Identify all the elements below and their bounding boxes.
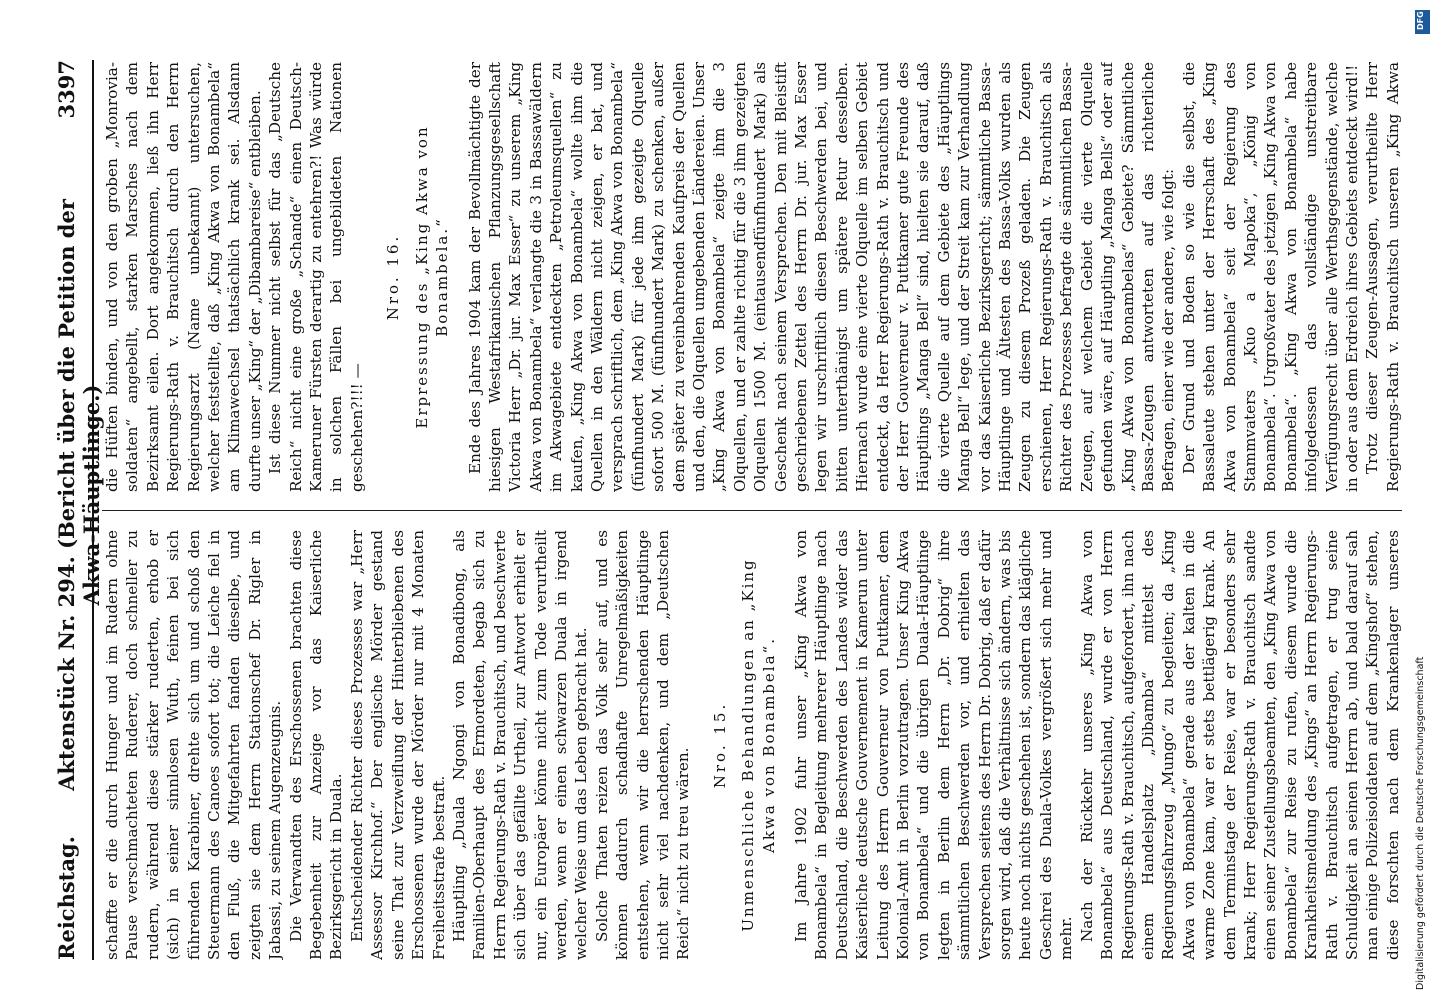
text-column-left	[102, 530, 1402, 960]
section-number: Nro. 15.	[710, 701, 729, 789]
paragraph: Ende des Jahres 1904 kam der Bevollmächtigte der hiesigen Westafrikanischen Pflanzungsgesellschaft Victoria Herr „Dr. jur. Max Esser“ zu unserem „King Akwa von Bonambela“ verlangte die 3 in Bassawäldern im Akwagebiete entdeckten „Petroleumsquellen“ zu kaufen, „King Akwa von Bonambela“ wollte ihm die Quellen in den Wäldern nicht zeigen, er bat, und versprach schriftlich, dem „King Akwa von Bonambela“ (fünfhundert Mark) für jede ihm gezeigte Olquelle sofort 500 M. (fünfhundert Mark) zu schenken, außer dem später zu vereinbahrenden Kaufpreis der Quellen und den, die Olquellen umgebenden Ländereien. Unser „King Akwa von Bonambela“ zeigte ihm die 3 Olquellen, und er zahlte richtig für die 3 ihm gezeigten Olquellen 1500 M. (eintausendfünfhundert Mark) als Geschenk nach seinem Versprechen. Den mit Bleistift geschriebenen Zettel des Herrn Dr. jur. Max Esser legen wir urschriftlich diesen Beschwerden bei, und bitten unterthänigst um spätere Retur desselben. Hiernach wurde eine vierte Olquelle im selben Gebiet entdeckt, da Herr Regierungs-Rath v. Brauchitsch und der Herr Gouverneur v. Puttkamer gute Freunde des Häuptlings „Manga Bell“ sind, hielten sie darauf, daß die vierte Quelle auf dem Gebiete des „Häuptlings Manga Bell“ lege, und der Streit kam zur Verhandlung vor das Kaiserliche Bezirksgericht; sämmtliche Bassa-Häuptlinge und Ältesten des Bassa-Volks wurden als Zeugen zu diesem Prozeß geladen. Die Zeugen erschienen, Herr Regierungs-Rath v. Brauchitsch als Richter des Prozesses befragte die sämmtlichen Bassa-Zeugen, auf welchem Gebiet die vierte Olquelle gefunden wäre, auf Häuptling „Manga Bells“ oder auf „King Akwa von Bonambelas“ Gebiete? Sämmtliche Bassa-Zeugen antworteten auf das richterliche Befragen, einer wie der andere, wie folgt:	[465, 62, 1178, 492]
paragraph: Entscheidender Richter dieses Prozesses war „Herr Assessor Kirchhof.“ Der englische Mörder gestand seine That zur Verzweiflung der Hinterbliebenen des Erschossenen wurde der Mörder nur mit 4 Monaten Freiheitsstrafe bestraft.	[347, 530, 448, 960]
paragraph: Häuptling „Duala Ngongi von Bonadibong, als Familien-Oberhaupt des Ermordeten, begab sich zu Herrn Regierungs-Rath v. Brauchitsch, und beschwerte sich über das gefällte Urtheil, zur Antwort erhielt er nur, ein Europäer könne nicht zum Tode verurtheilt werden, wenn er einen schwarzen Duala in irgend welcher Weise um das Leben gebracht hat.	[449, 530, 591, 960]
paragraph: Im Jahre 1902 fuhr unser „King Akwa von Bonambela“ in Begleitung mehrerer Häuptlinge nach Deutschland, die Beschwerden des Landes wider das Kaiserliche deutsche Gouvernement in Kamerun unter Leitung des Herrn Gouverneur von Puttkamer, dem Kolonial-Amt in Berlin vorzutragen. Unser King Akwa von Bonambela“ und die übrigen Duala-Häuptlinge legten in Berlin dem Herrn „Dr. Dobrig“ ihre sämmtlichen Beschwerden vor, und erhielten das Versprechen seitens des Herrn Dr. Dobrig, daß er dafür sorgen wird, daß die Verhältnisse sich ändern, was bis heute noch nichts geschehen ist, sondern das klägliche Geschrei des Duala-Volkes vergrößert sich mehr und mehr.	[792, 530, 1076, 960]
section-title: Unmenschliche Behandlungen an „King Akwa von Bonambela“.	[739, 558, 778, 932]
header-page-number: 3397	[54, 60, 79, 119]
text-column-right	[102, 62, 1402, 492]
paragraph: Die Verwandten des Erschossenen brachten diese Begebenheit zur Anzeige vor das Kaiserliche Bezirksgericht in Duala.	[286, 530, 346, 960]
section-title: Erpressung des „King Akwa von Bonambela.“	[412, 125, 452, 429]
section-number: Nro. 16.	[384, 233, 403, 321]
paragraph: schaffte er die durch Hunger und im Rudern ohne Pause verschmachteten Ruderer, doch schneller zu rudern, während diese stärker ruderten, erhob er (sich) in seiner sinnlosen Wuth, feinen bei sich führenden Karabiner, drehte sich um und schoß den Steuermann des Canoes sofort tot; die Leiche fiel in den Fluß, die Mitgefahrten fanden dieselbe, und zeigten sie dem Herrn Stationschef Dr. Rigler in Jabassi, zu seinem Augenzeugnis.	[103, 530, 285, 960]
paragraph: Nach der Rückkehr unseres „King Akwa von Bonambela“ aus Deutschland, wurde er von Herrn Regierungs-Rath v. Brauchitsch, aufgefordert, ihn nach einem Handelsplatz „Dibamba“ mittelst des Regierungsfahrzeug „Mungo“ zu begleiten; da „King Akwa von Bonambela“ gerade aus der kalten in die warme Zone kam, war er stets bettlägerig krank. An dem Terminstage der Reise, war er besonders sehr krank; Herr Regierungs-Rath v. Brauchitsch sandte einen seiner Zustellungsbeamten, den „King Akwa von Bonambela“ zur Reise zu rufen, diesem wurde die Krankheitsmeldung des „Kings“ an Herrn Regierungs-Rath v. Brauchitsch aufgetragen, er trug seine Schuldigkeit an seinen Herrn ab, und bald darauf sah man einige Polizeisoldaten auf dem „Kingshof“ stehen, diese forschten nach dem Krankenlager unseres	[1077, 530, 1402, 960]
paragraph: Der Grund und Boden so wie die selbst, die Bassaleute stehen unter der Herrschaft des „King Akwa von Bonambela“ seit der Regierung des Stammvaters „Kuo a Mapoka“, „König von Bonambela“. Urgroßvater des jetzigen „King Akwa von Bonambela“. „King Akwa von Bonambela“ habe infolgedessen das vollständige unstreitbare Verfügungsrecht über alle Werthsgegenstände, welche in oder aus dem Erdreich ihres Gebiets entdeckt wird!!	[1179, 62, 1361, 492]
header-document-title: Aktenstück Nr. 294. (Bericht über die Petition der Akwa-Häuptlinge.)	[54, 199, 104, 791]
digitization-credit: Digitalisierung gefördert durch die Deutsche Forschungsgemeinschaft	[1415, 656, 1426, 990]
running-header	[48, 60, 104, 960]
dfg-logo-text: DFG	[1416, 11, 1425, 30]
paragraph: Solche Thaten reizen das Volk sehr auf, und es können dadurch schadhafte Unregelmäßigkeiten entstehen, wenn wir die herrschenden Häuptlinge nicht sehr viel nachdenken, und dem „Deutschen Reich“ nicht zu treu wären.	[592, 530, 693, 960]
dfg-logo	[1415, 10, 1430, 34]
printed-document-rotated	[48, 60, 1418, 960]
column-divider	[102, 510, 1402, 511]
paragraph: die Hüften binden, und von den groben „Monrovia-soldaten“ angebellt, starken Marsches nach dem Bezirksamt eilen. Dort angekommen, ließ ihn Herr Regierungs-Rath v. Brauchitsch durch den Herrn Regierungsarzt (Name unbekannt) untersuchen, welcher feststellte, daß „King Akwa von Bonambela“ am Klimawechsel thatsächlich krank sei. Alsdann durfte unser „King“ der „Dibambareise“ entbleiben.	[103, 62, 264, 492]
paragraph: Ist diese Nummer nicht selbst für das „Deutsche Reich“ nicht eine große „Schande“ einen Deutsch-Kameruner Fürsten derartig zu entehren?! Was würde in solchen Fällen bei ungebildeten Nationen geschehen?!!! —	[266, 62, 366, 492]
paragraph: Trotz dieser Zeugen-Aussagen, verurtheilte Herr Regierungs-Rath v. Brauchitsch unseren „King Akwa	[1363, 62, 1402, 492]
header-reichstag: Reichstag.	[54, 836, 79, 960]
header-rule	[92, 60, 94, 960]
